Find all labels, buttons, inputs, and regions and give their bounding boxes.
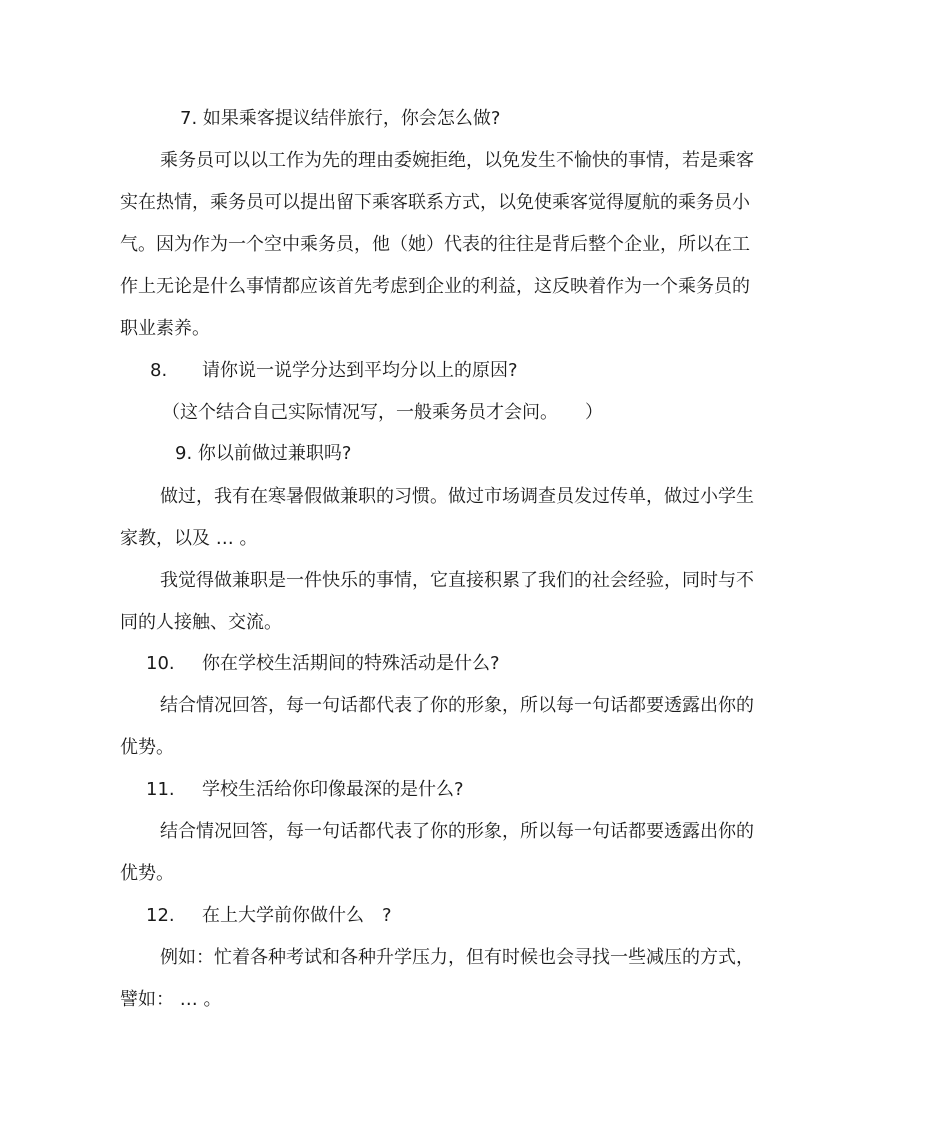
question-8: 请你说一说学分达到平均分以上的原因? [202,360,518,381]
answer-7-line-3: 气。因为作为一个空中乘务员，他（她）代表的往往是背后整个企业，所以在工 [120,234,750,255]
question-7: 7. 如果乘客提议结伴旅行，你会怎么做? [180,108,501,129]
answer-12-line-1: 例如：忙着各种考试和各种升学压力，但有时候也会寻找一些减压的方式， [160,947,754,968]
answer-11-line-2: 优势。 [120,863,174,884]
answer-11-line-1: 结合情况回答，每一句话都代表了你的形象，所以每一句话都要透露出你的 [160,821,754,842]
answer-7-line-4: 作上无论是什么事情都应该首先考虑到企业的利益，这反映着作为一个乘务员的 [120,276,750,297]
answer-7-line-2: 实在热情，乘务员可以提出留下乘客联系方式，以免使乘客觉得厦航的乘务员小 [120,192,750,213]
answer-7-line-1: 乘务员可以以工作为先的理由委婉拒绝，以免发生不愉快的事情，若是乘客 [160,150,754,171]
question-12-number: 12. [146,905,175,926]
answer-10-line-2: 优势。 [120,737,174,758]
answer-8: （这个结合自己实际情况写，一般乘务员才会问。 ） [162,402,603,423]
question-10: 你在学校生活期间的特殊活动是什么? [202,653,500,674]
answer-10-line-1: 结合情况回答，每一句话都代表了你的形象，所以每一句话都要透露出你的 [160,695,754,716]
answer-9-line-3: 我觉得做兼职是一件快乐的事情，它直接积累了我们的社会经验，同时与不 [160,570,754,591]
answer-9-line-4: 同的人接触、交流。 [120,612,282,633]
question-9: 9. 你以前做过兼职吗? [175,443,352,464]
answer-7-line-5: 职业素养。 [120,318,210,339]
answer-9-line-1: 做过，我有在寒暑假做兼职的习惯。做过市场调查员发过传单，做过小学生 [160,486,754,507]
question-11: 学校生活给你印像最深的是什么? [202,779,464,800]
question-12: 在上大学前你做什么 ? [202,905,392,926]
question-11-number: 11. [146,779,175,800]
answer-12-line-2: 譬如： … 。 [120,989,222,1010]
question-10-number: 10. [146,653,175,674]
question-8-number: 8. [150,360,168,381]
answer-9-line-2: 家教，以及 … 。 [120,528,258,549]
